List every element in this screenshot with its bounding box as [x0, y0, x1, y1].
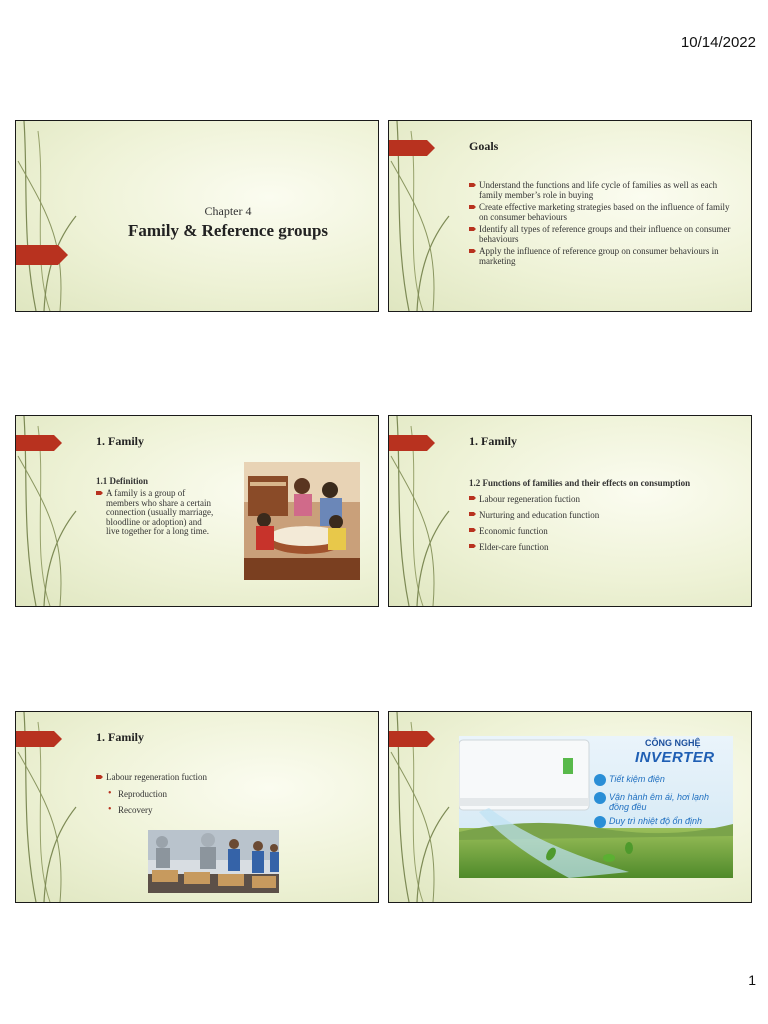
functions-list — [469, 494, 739, 558]
slide-title: 1. Family — [96, 434, 144, 448]
robot-workers-photo — [148, 830, 279, 893]
feature-item: Vận hành êm ái, hơi lạnh đồng đều — [609, 792, 710, 812]
chapter-label: Chapter 4 — [204, 204, 252, 218]
list-item: Identify all types of reference groups and their influence on consumer behaviours — [469, 225, 739, 244]
slide-6[interactable] — [388, 711, 752, 903]
page-number: 1 — [748, 972, 756, 988]
labour-list — [96, 773, 296, 786]
list-item: Nurturing and education function — [469, 510, 739, 520]
slide-title: 1. Family — [96, 730, 144, 744]
arrow-marker-icon — [389, 140, 435, 156]
slide-4[interactable] — [388, 415, 752, 607]
list-item: Labour regeneration fuction — [96, 773, 296, 783]
family-dinner-photo — [244, 462, 360, 580]
page-date: 10/14/2022 — [680, 34, 756, 51]
list-item: Labour regeneration fuction — [469, 494, 739, 504]
goals-list — [469, 181, 739, 269]
slide-2[interactable] — [388, 120, 752, 312]
inverter-wordmark: INVERTER — [635, 749, 715, 766]
definition-list — [96, 489, 214, 540]
arrow-marker-icon — [389, 435, 435, 451]
banner-top-label: CÔNG NGHỆ — [645, 738, 701, 748]
list-item: Create effective marketing strategies based on the influence of family on consumer behaviours — [469, 203, 739, 222]
feature-item: Duy trì nhiệt độ ổn định — [609, 816, 703, 826]
list-item: Elder-care function — [469, 542, 739, 552]
slide-title: Goals — [469, 139, 499, 153]
slide-title: Family & Reference groups — [127, 221, 329, 240]
slide-1[interactable] — [15, 120, 379, 312]
arrow-marker-icon — [16, 731, 62, 747]
list-item: • Reproduction — [106, 789, 167, 799]
slide-title: 1. Family — [469, 434, 517, 448]
slide-3[interactable] — [15, 415, 379, 607]
slide-5[interactable] — [15, 711, 379, 903]
arrow-marker-icon — [16, 245, 68, 265]
list-item: A family is a group of members who share a certain connection (usually marriage, bloodline or adoption) and live together for a long time. — [96, 489, 214, 537]
list-item: • Recovery — [106, 805, 167, 815]
section-subheading: 1.1 Definition — [96, 476, 149, 486]
arrow-marker-icon — [389, 731, 435, 747]
list-item: Economic function — [469, 526, 739, 536]
list-item: Understand the functions and life cycle of families as well as each family member’s role in buying — [469, 181, 739, 200]
feature-item: Tiết kiệm điện — [609, 774, 665, 784]
labour-sub-list — [106, 789, 167, 821]
section-subheading: 1.2 Functions of families and their effects on consumption — [469, 478, 691, 488]
list-item: Apply the influence of reference group on consumer behaviours in marketing — [469, 247, 739, 266]
arrow-marker-icon — [16, 435, 62, 451]
inverter-ad-image — [459, 736, 733, 878]
